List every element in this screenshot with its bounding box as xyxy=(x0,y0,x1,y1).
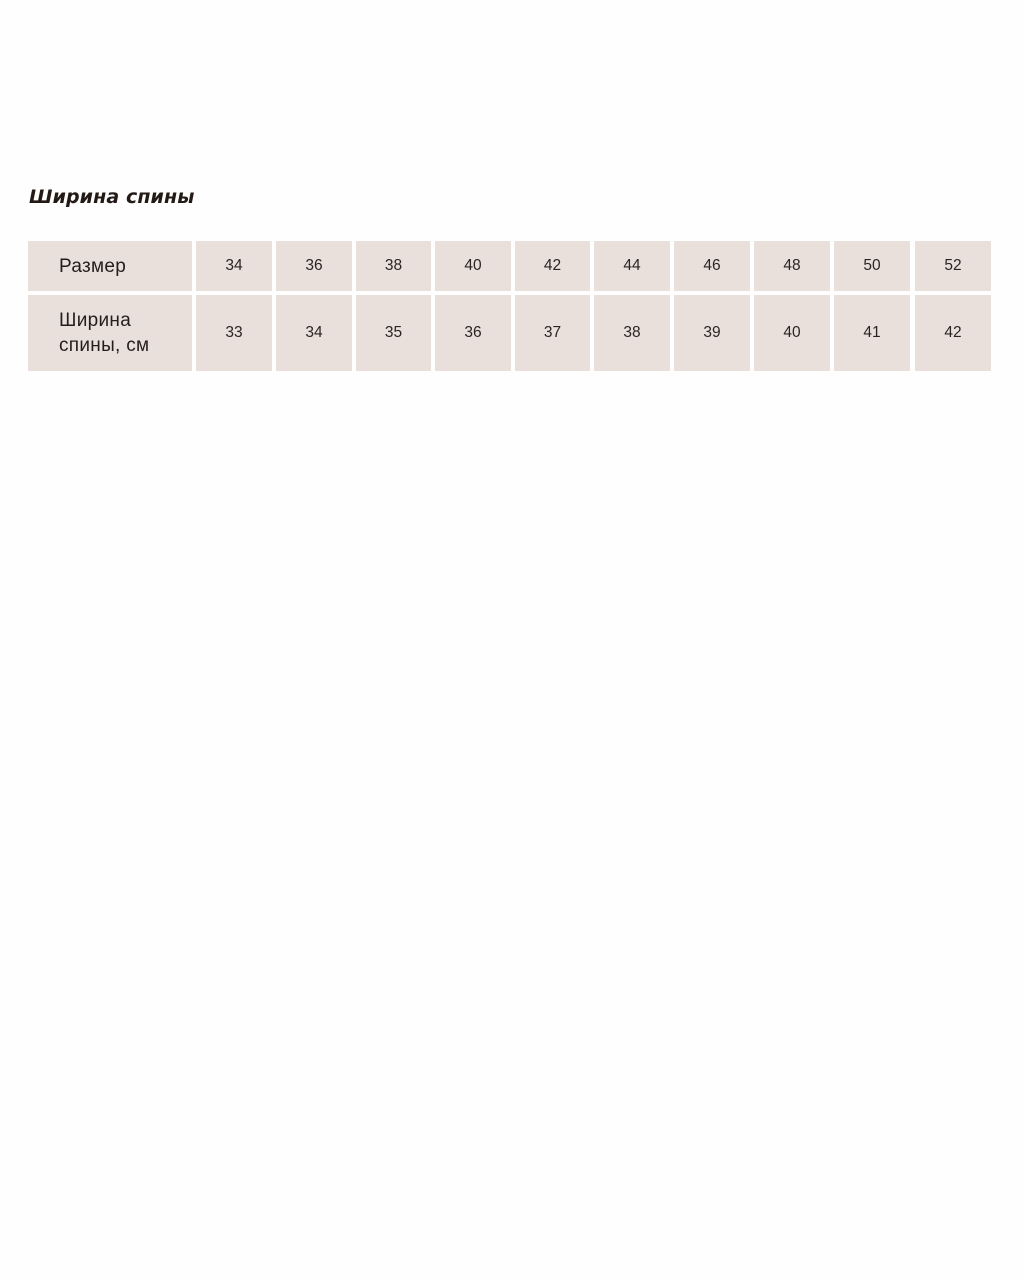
width-cell: 41 xyxy=(834,295,910,371)
width-cell: 37 xyxy=(515,295,590,371)
row-label-line: Ширина xyxy=(59,310,132,331)
size-cell: 36 xyxy=(276,241,352,291)
page-title: Ширина спины xyxy=(29,186,195,208)
size-cell: 42 xyxy=(515,241,590,291)
row-label-line: спины, см xyxy=(59,335,150,356)
width-cell: 35 xyxy=(356,295,431,371)
size-cell: 34 xyxy=(196,241,272,291)
row-label-size: Размер xyxy=(28,241,192,291)
size-cell: 46 xyxy=(674,241,750,291)
width-cell: 34 xyxy=(276,295,352,371)
size-cell: 40 xyxy=(435,241,511,291)
row-label-back-width xyxy=(28,295,192,371)
width-cell: 39 xyxy=(674,295,750,371)
width-cell: 33 xyxy=(196,295,272,371)
size-cell: 38 xyxy=(356,241,431,291)
size-cell: 52 xyxy=(915,241,991,291)
width-cell: 38 xyxy=(594,295,670,371)
size-cell: 50 xyxy=(834,241,910,291)
size-cell: 44 xyxy=(594,241,670,291)
width-cell: 42 xyxy=(915,295,991,371)
width-cell: 36 xyxy=(435,295,511,371)
size-cell: 48 xyxy=(754,241,830,291)
width-cell: 40 xyxy=(754,295,830,371)
